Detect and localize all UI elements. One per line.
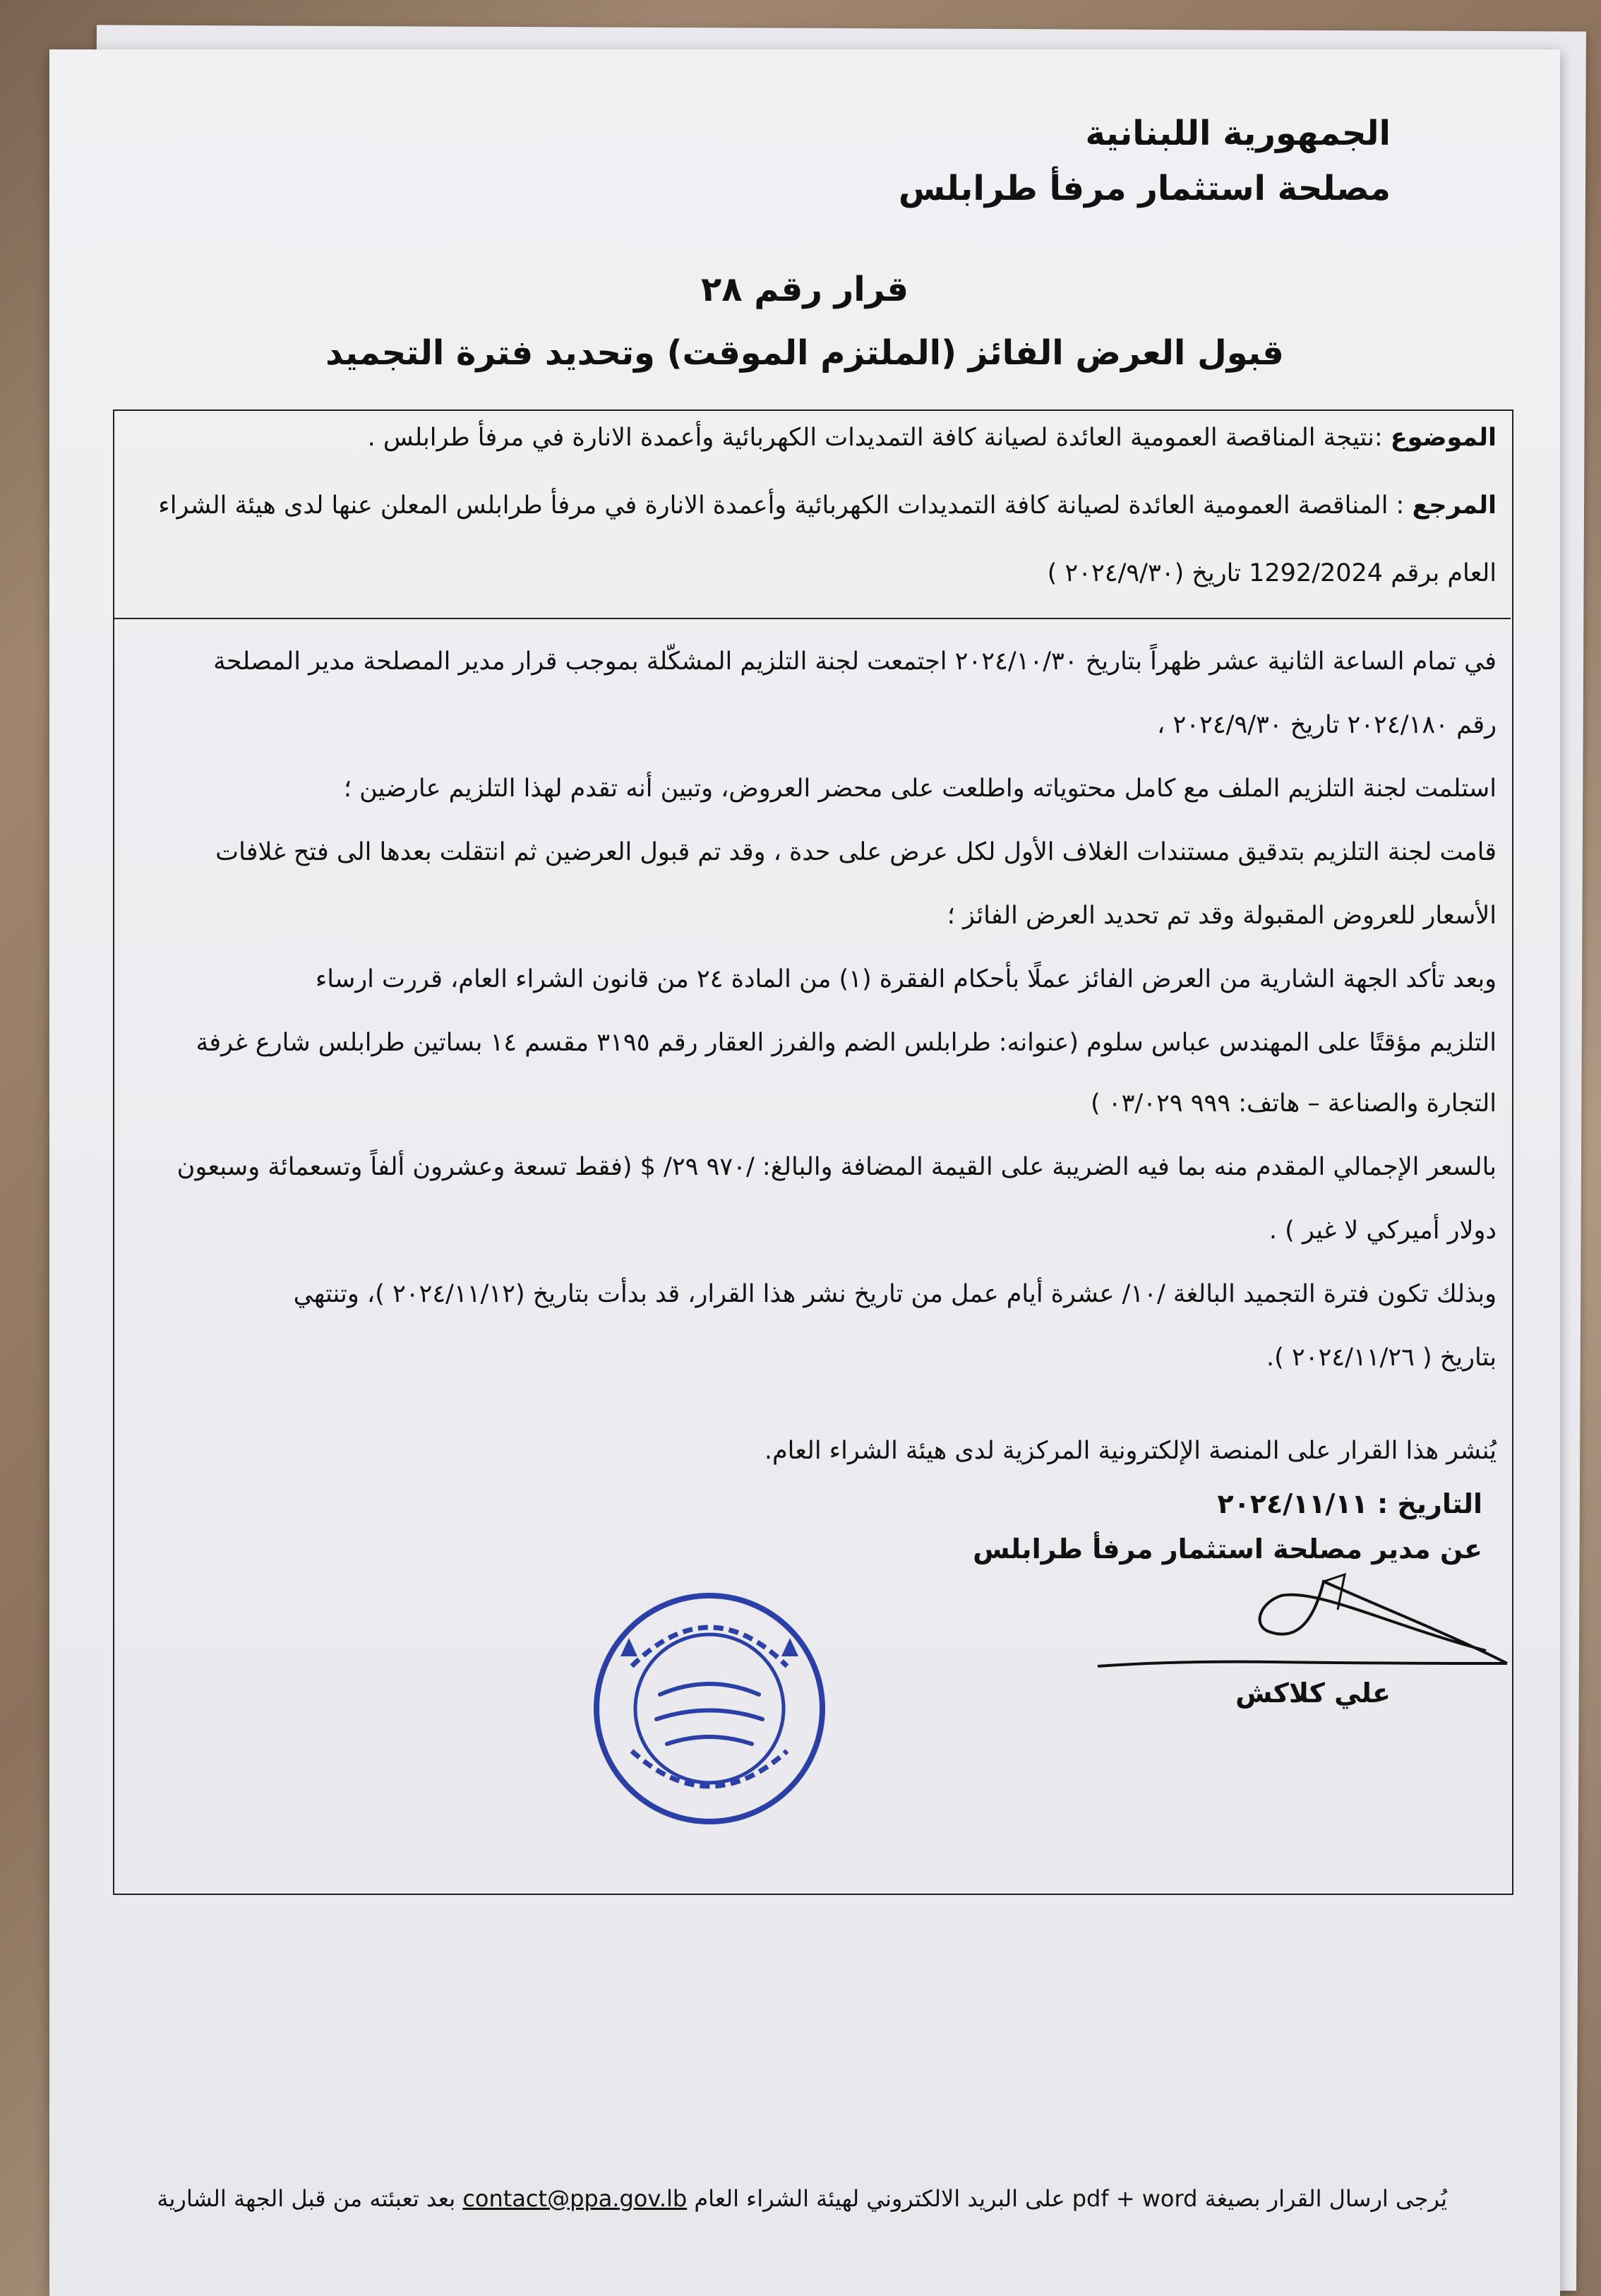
body-line: قامت لجنة التلزيم بتدقيق مستندات الغلاف الأول لكل عرض على حدة ، وقد تم قبول العرضين ثم انتقلت بعدها الى فتح غلافات [215,838,1497,866]
decision-body [113,618,1511,1465]
letterhead-country: الجمهورية اللبنانية [1085,114,1391,153]
contact-email-link[interactable]: contact@ppa.gov.lb [462,2185,688,2212]
footer-text-before: يُرجى ارسال القرار بصيغة pdf + word على البريد الالكتروني لهيئة الشراء العام [694,2185,1447,2212]
decision-date: التاريخ : ٢٠٢٤/١١/١١ [1217,1488,1482,1519]
decision-number: قرار رقم ٢٨ [700,270,909,309]
subject-line [127,424,1497,452]
decision-subject: قبول العرض الفائز (الملتزم الموقت) وتحديد فترة التجميد [325,333,1284,373]
body-line: التجارة والصناعة – هاتف: ٩٩٩ ٠٣/٠٢٩ ) [1091,1089,1497,1118]
body-line: الأسعار للعروض المقبولة وقد تم تحديد العرض الفائز ؛ [947,902,1497,930]
body-line: في تمام الساعة الثانية عشر ظهراً بتاريخ ٢٠٢٤/١٠/٣٠ اجتمعت لجنة التلزيم المشكّلة بموجب قرار مدير المصلحة مدير المصلحة [213,647,1497,676]
reference-text-1: : المناقصة العمومية العائدة لصيانة كافة التمديدات الكهربائية وأعمدة الانارة في مرفأ طرابلس المعلن عنها لدى هيئة الشراء [158,491,1405,520]
body-line: رقم ٢٠٢٤/١٨٠ تاريخ ٢٠٢٤/٩/٣٠ ، [1157,711,1497,739]
body-line: وبذلك تكون فترة التجميد البالغة /١٠/ عشرة أيام عمل من تاريخ نشر هذا القرار، قد بدأت بتاريخ (٢٠٢٤/١١/١٢ )، وتنتهي [293,1280,1497,1308]
subject-label: الموضوع [1390,424,1497,452]
handwritten-signature [1091,1567,1535,1694]
body-line: وبعد تأكد الجهة الشارية من العرض الفائز عملًا بأحكام الفقرة (١) من المادة ٢٤ من قانون الشراء العام، قررت ارساء [315,965,1497,993]
subject-text: :نتيجة المناقصة العمومية العائدة لصيانة كافة التمديدات الكهربائية وأعمدة الانارة في مرفأ طرابلس . [367,424,1383,452]
body-line: بالسعر الإجمالي المقدم منه بما فيه الضريبة على القيمة المضافة والبالغ: /٩٧٠ ٢٩/ $ (فقط تسعة وعشرون ألفاً وتسعمائة وسبعون [176,1153,1497,1181]
footer-note [157,2185,1447,2212]
body-line: استلمت لجنة التلزيم الملف مع كامل محتوياته واطلعت على محضر العروض، وتبين أنه تقدم لهذا التلزيم عارضين ؛ [343,775,1497,803]
letterhead-authority: مصلحة استثمار مرفأ طرابلس [898,169,1391,208]
reference-line-2: العام برقم 1292/2024 تاريخ (٢٠٢٤/٩/٣٠ ) [1047,559,1497,587]
reference-label: المرجع [1412,491,1497,520]
reference-line-1 [127,491,1497,520]
signatory-name: علي كلاكش [1235,1678,1391,1709]
reference-box [113,409,1511,619]
body-line: دولار أميركي لا غير ) . [1269,1216,1497,1245]
body-line: التلزيم مؤقتًا على المهندس عباس سلوم (عنوانه: طرابلس الضم والفرز العقار رقم ٣١٩٥ مقسم ١٤ بساتين طرابلس شارع غرفة [196,1029,1497,1057]
body-line: بتاريخ ( ٢٠٢٤/١١/٢٦ ). [1266,1344,1497,1372]
on-behalf-line: عن مدير مصلحة استثمار مرفأ طرابلس [973,1533,1482,1565]
footer-text-after: بعد تعبئته من قبل الجهة الشارية [157,2185,456,2212]
decision-title [49,258,1560,385]
document-page [49,49,1560,2296]
letterhead [899,106,1391,216]
publication-note: يُنشر هذا القرار على المنصة الإلكترونية المركزية لدى هيئة الشراء العام. [764,1437,1497,1465]
official-stamp [589,1589,829,1829]
